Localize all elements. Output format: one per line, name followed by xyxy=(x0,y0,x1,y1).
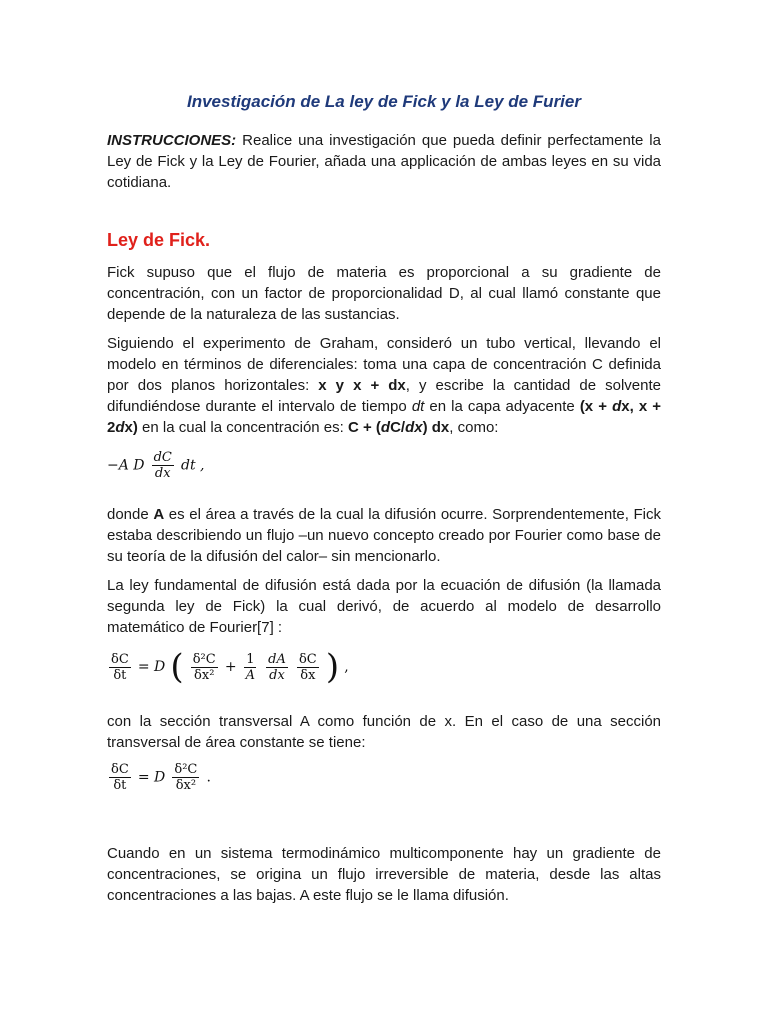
equation-fick-second-law-variable-area: $\frac{\delta C}{\delta t}$ = D ( $\frac{\text{δ²C}}{\text{δx²}}$ + $\frac{1}{A}$ $\frac{dA}{dx}$ $\frac{\delta C}{\delta x}$ ) , xyxy=(111,647,349,687)
paragraph-flux-proportional: Fick supuso que el flujo de materia es proporcional a su gradiente de concentración, con un factor de proporcionalidad D, al cual llamó constante que depende de la naturaleza de las sustancias. xyxy=(107,264,661,323)
paragraph-diffusion-law: La ley fundamental de difusión está dada por la ecuación de difusión (la llamada segunda ley de Fick) la cual derivó, de acuerdo al modelo de desarrollo matemático de Fourier[7] : xyxy=(107,577,661,636)
paragraph-area-definition: donde A es el área a través de la cual la difusión ocurre. Sorprendentemente, Fick estaba describiendo un flujo –un nuevo concepto creado por Fourier como base de su teoría de la difusión del calor– sin mencionarlo. xyxy=(107,506,661,565)
instructions-text: Realice una investigación que pueda definir perfectamente la Ley de Fick y la Ley de Fourier, añada una applicación de ambas leyes en su vida cotidiana. xyxy=(107,132,661,191)
document-title: Investigación de La ley de Fick y la Ley de Furier xyxy=(187,92,581,111)
section-heading-fick: Ley de Fick. xyxy=(107,230,211,250)
instructions-label: INSTRUCCIONES: xyxy=(107,132,237,149)
paragraph-cross-section: con la sección transversal A como función de x. En el caso de una sección transversal de área constante se tiene: xyxy=(107,713,661,751)
paragraph-graham-experiment: Siguiendo el experimento de Graham, consideró un tubo vertical, llevando el modelo en términos de diferenciales: toma una capa de concentración C definida por dos planos horizontales: x y x + dx, y escribe la cantidad de solvente difundiéndose durante el intervalo de tiempo dt en la capa adyacente (x + dx, x + 2dx) en la cual la concentración es: C + (dC/dx) dx, como: xyxy=(107,335,661,436)
fraction-dc-dx: $\frac{dC}{dx}$ xyxy=(153,450,172,481)
paragraph-thermodynamic-diffusion: Cuando en un sistema termodinámico multicomponente hay un gradiente de concentraciones, se origina un flujo irreversible de materia, desde las altas concentraciones a las bajas. A este flujo se le llama difusión. xyxy=(107,845,661,904)
equation-fick-flux: −A D $\frac{dC}{dx}$ dt , xyxy=(107,450,205,481)
equation-fick-second-law-constant-area: $\frac{\delta C}{\delta t}$ = D $\frac{\text{δ²C}}{\text{δx²}}$ . xyxy=(111,762,211,793)
instructions-paragraph xyxy=(107,130,661,193)
